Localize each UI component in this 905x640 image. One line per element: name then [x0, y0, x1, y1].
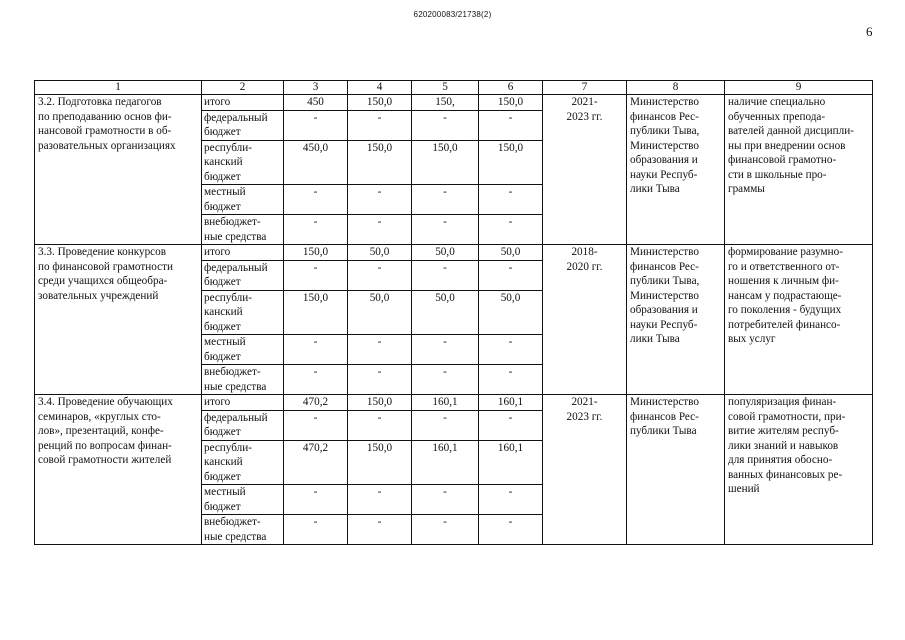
funding-source-cell [202, 365, 284, 395]
text-line: ные средства [204, 380, 267, 393]
header-cell: 1 [35, 81, 202, 95]
funding-source-cell [202, 260, 284, 290]
amount-cell: - [284, 485, 348, 515]
amount-cell: - [348, 365, 412, 395]
text-line: 2021- [571, 396, 598, 408]
text-line: Министерство [630, 96, 699, 108]
amount-cell: 50,0 [479, 290, 543, 335]
text-line: федеральный [204, 261, 268, 274]
text-line: ренций по вопросам финан- [38, 439, 172, 452]
text-line: канский [204, 156, 243, 168]
text-line: внебюджет- [204, 216, 261, 228]
text-line: 2020 гг. [566, 260, 603, 273]
text-line: вателей данной дисципли- [728, 125, 854, 137]
text-line: республи- [204, 441, 252, 454]
header-cell: 4 [348, 81, 412, 95]
amount-cell: - [284, 215, 348, 245]
amount-cell: - [412, 335, 479, 365]
amount-cell: - [479, 485, 543, 515]
text-line: науки Респуб- [630, 318, 698, 331]
text-line: ны при внедрении основ [728, 139, 846, 152]
text-line: лики знаний и навыков [728, 439, 839, 452]
expected-result-cell [725, 95, 873, 245]
text-line: лики Тыва [630, 183, 680, 195]
amount-cell: 470,2 [284, 395, 348, 411]
header-cell: 3 [284, 81, 348, 95]
amount-cell: 470,2 [284, 440, 348, 485]
period-cell [543, 245, 627, 395]
text-line: среди учащихся общеобра- [38, 275, 168, 287]
funding-source-cell [202, 95, 284, 111]
text-line: потребителей финансо- [728, 318, 841, 331]
text-line: итого [204, 396, 231, 408]
text-line: семинаров, «круглых сто- [38, 410, 161, 423]
text-line: шений [728, 483, 760, 495]
text-line: 3.2. Подготовка педагогов [38, 96, 162, 108]
text-line: 2023 гг. [566, 410, 603, 423]
text-line: финансовой грамотно- [728, 154, 837, 166]
text-line: внебюджет- [204, 366, 261, 378]
amount-cell: 150,0 [348, 395, 412, 411]
text-line: граммы [728, 183, 765, 195]
text-line: ношения к личным фи- [728, 275, 839, 287]
amount-cell: 160,1 [412, 395, 479, 411]
amount-cell: 150,0 [284, 245, 348, 261]
amount-cell: - [479, 410, 543, 440]
amount-cell: - [479, 365, 543, 395]
period-cell [543, 95, 627, 245]
document-id: 620200083/21738(2) [413, 10, 492, 19]
funding-source-cell [202, 335, 284, 365]
text-line: по финансовой грамотности [38, 260, 173, 273]
text-line: республи- [204, 141, 252, 154]
amount-cell: - [412, 185, 479, 215]
amount-cell: - [348, 215, 412, 245]
text-line: образования и [630, 304, 698, 316]
header-cell: 6 [479, 81, 543, 95]
text-line: ванных финансовых ре- [728, 468, 843, 481]
amount-cell: 50,0 [412, 290, 479, 335]
text-line: финансов Рес- [630, 110, 699, 123]
amount-cell: - [479, 110, 543, 140]
executor-cell [627, 395, 725, 545]
text-line: канский [204, 456, 243, 468]
amount-cell: - [412, 365, 479, 395]
funding-source-cell [202, 140, 284, 185]
text-line: местный [204, 186, 246, 198]
text-line: го поколения - будущих [728, 304, 842, 316]
amount-cell: 160,1 [479, 440, 543, 485]
text-line: формирование разумно- [728, 246, 843, 258]
expected-result-cell [725, 245, 873, 395]
page-number: 6 [866, 24, 873, 39]
text-line: бюджет [204, 470, 241, 483]
text-line: ные средства [204, 530, 267, 543]
funding-source-cell [202, 215, 284, 245]
funding-source-cell [202, 515, 284, 545]
text-line: нансам у подрастающе- [728, 289, 842, 302]
text-line: го и ответственного от- [728, 260, 840, 273]
text-line: итого [204, 246, 231, 258]
text-line: лов», презентаций, конфе- [38, 425, 164, 437]
funding-source-cell [202, 290, 284, 335]
header-cell: 2 [202, 81, 284, 95]
table-row [35, 95, 873, 111]
text-line: вых услуг [728, 333, 776, 345]
activity-name-cell [35, 395, 202, 545]
table-body [35, 81, 873, 545]
amount-cell: 450,0 [284, 140, 348, 185]
text-line: Министерство [630, 396, 699, 408]
text-line: 2021- [571, 96, 598, 108]
text-line: финансов Рес- [630, 410, 699, 423]
amount-cell: 150,0 [412, 140, 479, 185]
text-line: бюджет [204, 500, 241, 513]
text-line: ные средства [204, 230, 267, 243]
amount-cell: - [412, 110, 479, 140]
text-line: 3.3. Проведение конкурсов [38, 246, 167, 258]
amount-cell: 150,0 [479, 140, 543, 185]
amount-cell: 150,0 [348, 140, 412, 185]
amount-cell: 450 [284, 95, 348, 111]
amount-cell: 160,1 [412, 440, 479, 485]
header-row [35, 81, 873, 95]
amount-cell: - [479, 335, 543, 365]
amount-cell: - [479, 515, 543, 545]
text-line: нансовой грамотности в об- [38, 125, 172, 137]
text-line: бюджет [204, 426, 241, 438]
period-cell [543, 395, 627, 545]
text-line: публики Тыва [630, 425, 697, 437]
amount-cell: 150,0 [479, 95, 543, 111]
text-line: сти в школьные про- [728, 168, 827, 181]
text-line: финансов Рес- [630, 260, 699, 273]
amount-cell: - [412, 215, 479, 245]
text-line: 2018- [571, 246, 598, 258]
amount-cell: 150,0 [284, 290, 348, 335]
amount-cell: 50,0 [348, 245, 412, 261]
amount-cell: 160,1 [479, 395, 543, 411]
text-line: обученных препода- [728, 110, 826, 123]
table-row [35, 245, 873, 261]
text-line: по преподаванию основ фи- [38, 110, 172, 123]
amount-cell: - [412, 515, 479, 545]
amount-cell: - [348, 335, 412, 365]
amount-cell: - [284, 515, 348, 545]
text-line: Министерство [630, 289, 699, 302]
amount-cell: 50,0 [348, 290, 412, 335]
text-line: витие жителям респуб- [728, 425, 839, 437]
funding-source-cell [202, 245, 284, 261]
text-line: публики Тыва, [630, 275, 700, 287]
text-line: Министерство [630, 246, 699, 258]
amount-cell: - [479, 185, 543, 215]
text-line: науки Респуб- [630, 168, 698, 181]
text-line: бюджет [204, 276, 241, 288]
amount-cell: - [348, 515, 412, 545]
table-row [35, 395, 873, 411]
amount-cell: 150,0 [348, 440, 412, 485]
text-line: популяризация финан- [728, 396, 837, 408]
text-line: 2023 гг. [566, 110, 603, 123]
funding-source-cell [202, 485, 284, 515]
text-line: для принятия обосно- [728, 454, 833, 466]
header-cell: 5 [412, 81, 479, 95]
text-line: 3.4. Проведение обучающих [38, 396, 173, 408]
funding-source-cell [202, 110, 284, 140]
text-line: бюджет [204, 200, 241, 213]
text-line: итого [204, 96, 231, 108]
amount-cell: - [348, 185, 412, 215]
expected-result-cell [725, 395, 873, 545]
text-line: республи- [204, 291, 252, 304]
amount-cell: - [284, 410, 348, 440]
amount-cell: - [284, 185, 348, 215]
executor-cell [627, 245, 725, 395]
funding-source-cell [202, 440, 284, 485]
header-cell: 9 [725, 81, 873, 95]
text-line: бюджет [204, 126, 241, 138]
amount-cell: - [348, 260, 412, 290]
text-line: бюджет [204, 170, 241, 183]
activity-name-cell [35, 95, 202, 245]
text-line: зовательных учреждений [38, 289, 159, 302]
text-line: федеральный [204, 411, 268, 424]
amount-cell: - [348, 410, 412, 440]
activity-name-cell [35, 245, 202, 395]
amount-cell: 50,0 [479, 245, 543, 261]
text-line: разовательных организациях [38, 139, 176, 152]
amount-cell: - [284, 335, 348, 365]
text-line: публики Тыва, [630, 125, 700, 137]
amount-cell: - [412, 410, 479, 440]
amount-cell: - [348, 110, 412, 140]
amount-cell: 150,0 [348, 95, 412, 111]
header-cell: 8 [627, 81, 725, 95]
amount-cell: 50,0 [412, 245, 479, 261]
amount-cell: - [284, 365, 348, 395]
text-line: канский [204, 306, 243, 318]
executor-cell [627, 95, 725, 245]
text-line: лики Тыва [630, 333, 680, 345]
funding-source-cell [202, 185, 284, 215]
funding-source-cell [202, 395, 284, 411]
text-line: совой грамотности жителей [38, 454, 172, 466]
text-line: совой грамотности, при- [728, 410, 846, 423]
text-line: Министерство [630, 139, 699, 152]
amount-cell: - [479, 215, 543, 245]
amount-cell: - [479, 260, 543, 290]
amount-cell: - [412, 260, 479, 290]
text-line: бюджет [204, 350, 241, 363]
amount-cell: - [284, 260, 348, 290]
text-line: местный [204, 336, 246, 348]
text-line: образования и [630, 154, 698, 166]
amount-cell: 150, [412, 95, 479, 111]
header-cell: 7 [543, 81, 627, 95]
program-table [34, 80, 873, 545]
text-line: бюджет [204, 320, 241, 333]
amount-cell: - [348, 485, 412, 515]
text-line: наличие специально [728, 96, 826, 108]
funding-source-cell [202, 410, 284, 440]
amount-cell: - [284, 110, 348, 140]
text-line: местный [204, 486, 246, 498]
text-line: внебюджет- [204, 516, 261, 528]
amount-cell: - [412, 485, 479, 515]
text-line: федеральный [204, 111, 268, 124]
